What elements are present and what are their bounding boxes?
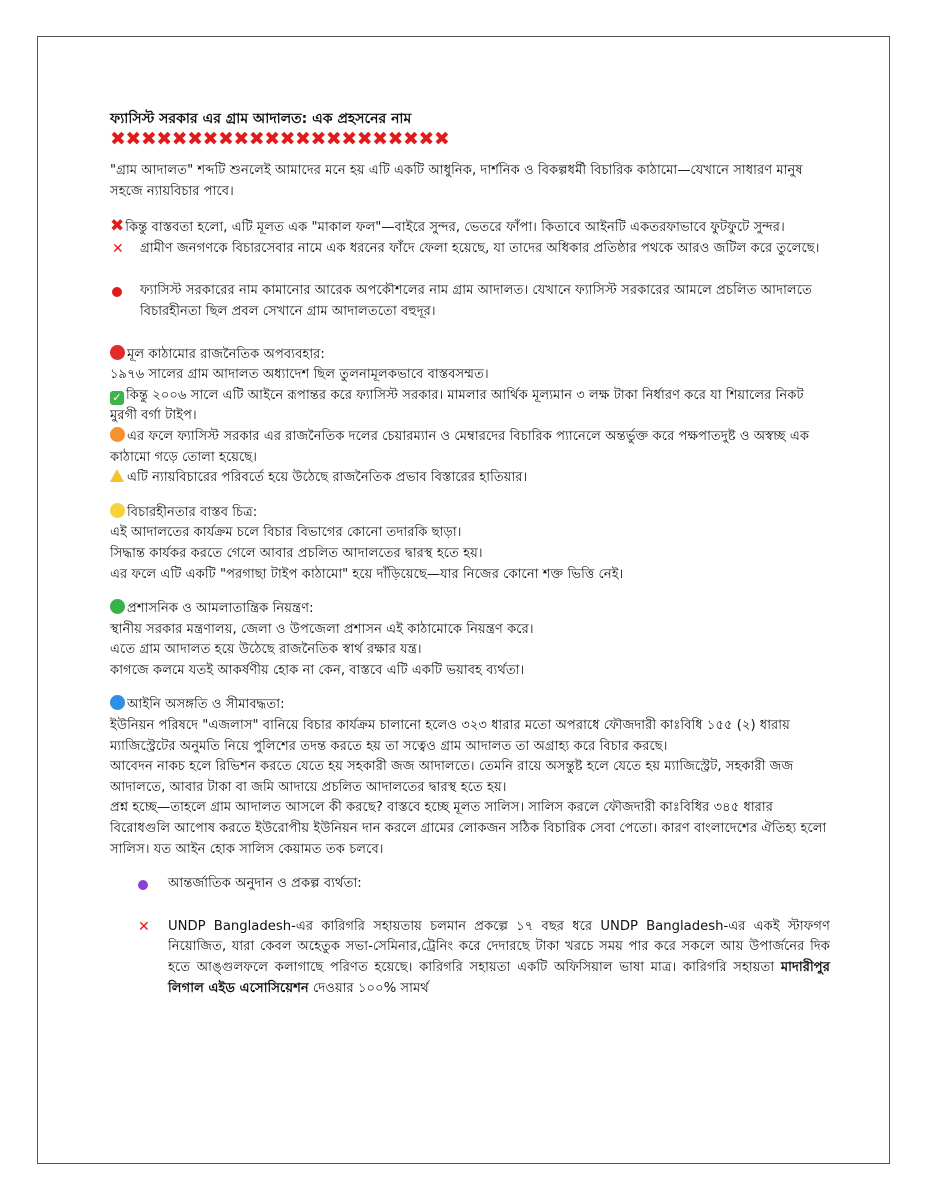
blue-circle-icon [110,695,125,710]
organization-name: মাদারীপুর লিগাল এইড এসোসিয়েশন [168,960,830,996]
section-line: সিদ্ধান্ত কার্যকর করতে গেলে আবার প্রচলিত আদালতের দ্বারস্থ হতে হয়। [110,545,483,561]
list-item: ✕ UNDP Bangladesh-এর কারিগরি সহায়তায় চলমান প্রকল্পে ১৭ বছর ধরে UNDP Bangladesh-এর একই স্টাফগণ নিয়োজিত, যারা কেবল অহেতুক সভা-সেমিনার,ট্রেনিং করে দেদারছে টাকা খরচে সময় পার করে সকলে আয় উপার্জনের দিক হতে আঙ্গুলফলে কলাগাছে পরিণত হয়েছে। কারিগরি সহায়তা একটি অফিসিয়াল ভাষা মাত্র। কারিগরি সহায়তা মাদারীপুর লিগাল এইড এসোসিয়েশন দেওয়ার ১০০% সামর্থ [138,918,830,996]
red-circle-icon [110,345,125,360]
section-paragraph: প্রশ্ন হচ্ছে—তাহলে গ্রাম আদালত আসলে কী করছে? বাস্তবে হচ্ছে মূলত সালিস। সালিস করলে ফৌজদারী কাঃবিধির ৩৪৫ ধারার বিরোধগুলি আপোষ করতে ইউরোপীয় ইউনিয়ন দান করলে গ্রামের লোকজন সঠিক বিচারিক সেবা পেতো। কারণ বাংলাদেশের ঐতিহ্য হলো সালিস। যত আইন হোক সালিস কেয়ামত তক চলবে। [110,800,827,857]
section-heading: আইনি অসঙ্গতি ও সীমাবদ্ধতা: [110,695,830,716]
section-line: এই আদালতের কার্যক্রম চলে বিচার বিভাগের কোনো তদারকি ছাড়া। [110,525,462,541]
section-line: কাগজে কলমে যতই আকর্ষণীয় হোক না কেন, বাস্তবে এটি একটি ভয়াবহ ব্যর্থতা। [110,662,525,678]
list-item: আন্তর্জাতিক অনুদান ও প্রকল্প ব্যর্থতা: [110,874,830,895]
cross-mark-row: ✖✖✖✖✖✖✖✖✖✖✖✖✖✖✖✖✖✖✖✖✖✖ [110,128,450,150]
section-line: স্থানীয় সরকার মন্ত্রণালয়, জেলা ও উপজেলা প্রশাসন এই কাঠামোকে নিয়ন্ত্রণ করে। [110,621,534,637]
section-line: ✓ কিন্তু ২০০৬ সালে এটি আইনে রূপান্তর করে ফ্যাসিস্ট সরকার। মামলার আর্থিক মূল্যমান ৩ লক্ষ টাকা নির্ধারণ করে যা শিয়ালের নিকট মুরগী বর্গা টাইপ। [110,387,804,424]
reality-paragraph: ✖কিন্তু বাস্তবতা হলো, এটি মূলত এক "মাকাল ফল"—বাইরে সুন্দর, ভেতরে ফাঁপা। কিতাবে আইনটি একতরফাভাবে ফুটফুটে সুন্দর। [110,216,785,237]
cross-mark-icon: ✕ [112,240,124,257]
cross-mark-icon: ✕ [138,918,150,935]
document-page [37,36,890,1164]
list-item: ✕ গ্রামীণ জনগণকে বিচারসেবার নামে এক ধরনের ফাঁদে ফেলা হয়েছে, যা তাদের অধিকার প্রতিষ্ঠার পথকে আরও জটিল করে তুলেছে। [110,239,830,260]
intro-paragraph: "গ্রাম আদালত" শব্দটি শুনলেই আমাদের মনে হয় এটি একটি আধুনিক, দার্শনিক ও বিকল্পধর্মী বিচারিক কাঠামো—যেখানে সাধারণ মানুষ সহজে ন্যায়বিচার পাবে। [110,163,803,199]
document-title: ফ্যাসিস্ট সরকার এর গ্রাম আদালত: এক প্রহসনের নাম [110,111,412,127]
section-line: এর ফলে এটি একটি "পরগাছা টাইপ কাঠামো" হয়ে দাঁড়িয়েছে—যার নিজের কোনো শক্ত ভিত্তি নেই। [110,566,624,582]
document-content [110,109,830,999]
section-line: এর ফলে ফ্যাসিস্ট সরকার এর রাজনৈতিক দলের চেয়ারম্যান ও মেম্বারদের বিচারিক প্যানেলে অন্তর্ভুক্ত করে পক্ষপাতদুষ্ট ও অস্বচ্ছ এক কাঠামো গড়ে তোলা হয়েছে। [110,428,810,465]
orange-circle-icon [110,427,125,442]
section-heading: মূল কাঠামোর রাজনৈতিক অপব্যবহার: [110,345,830,366]
section-line: ১৯৭৬ সালের গ্রাম আদালত অধ্যাদেশ ছিল তুলনামূলকভাবে বাস্তবসম্মত। [110,367,489,383]
purple-dot-icon [138,880,148,890]
red-dot-icon [112,287,122,297]
section-heading: প্রশাসনিক ও আমলাতান্ত্রিক নিয়ন্ত্রণ: [110,599,830,620]
list-item: ফ্যাসিস্ট সরকারের নাম কামানোর আরেক অপকৌশলের নাম গ্রাম আদালত। যেখানে ফ্যাসিস্ট সরকারের আমলে প্রচলিত আদালতে বিচারহীনতা ছিল প্রবল সেখানে গ্রাম আদালততো বহুদূর। [110,281,830,322]
yellow-circle-icon [110,503,125,518]
section-heading: বিচারহীনতার বাস্তব চিত্র: [110,503,830,524]
cross-mark-icon: ✖ [110,216,125,237]
warning-icon [110,469,124,482]
section-line: এটি ন্যায়বিচারের পরিবর্তে হয়ে উঠেছে রাজনৈতিক প্রভাব বিস্তারের হাতিয়ার। [110,468,830,489]
check-mark-icon: ✓ [110,391,124,405]
green-circle-icon [110,599,125,614]
section-paragraph: ইউনিয়ন পরিষদে "এজলাস" বানিয়ে বিচার কার্যক্রম চালানো হলেও ৩২৩ ধারার মতো অপরাধে ফৌজদারী কাঃবিধি ১৫৫ (২) ধারায় ম্যাজিস্ট্রেটের অনুমতি নিয়ে পুলিশের তদন্ত করতে হয় তা সত্বেও গ্রাম আদালত তা অগ্রাহ্য করে বিচার করছে। [110,718,790,754]
section-line: এতে গ্রাম আদালত হয়ে উঠেছে রাজনৈতিক স্বার্থ রক্ষার যন্ত্র। [110,642,422,658]
section-paragraph: আবেদন নাকচ হলে রিভিশন করতে যেতে হয় সহকারী জজ আদালতে। তেমনি রায়ে অসন্তুষ্ট হলে যেতে হয় ম্যাজিস্ট্রেট, সহকারী জজ আদালতে, আবার টাকা বা জমি আদায়ে প্রচলিত আদালতের দ্বারস্থ হতে হয়। [110,759,794,795]
